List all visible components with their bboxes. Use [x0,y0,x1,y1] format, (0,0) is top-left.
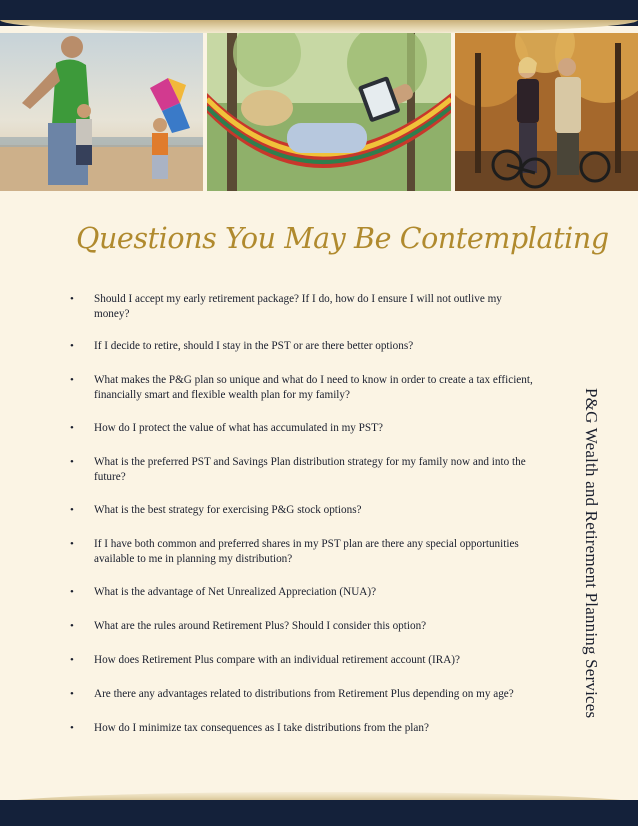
list-item [70,619,570,634]
question-text: What is the best strategy for exercising P&G stock options? [94,504,362,516]
question-text: How does Retirement Plus compare with an individual retirement account (IRA)? [94,654,460,666]
photo-hammock-tablet [207,33,451,191]
bullet: • [70,688,74,700]
photo-beach-family-kite [0,33,203,191]
bullet: • [70,586,74,598]
list-item [70,687,570,702]
bullet: • [70,293,74,305]
bullet: • [70,374,74,386]
bullet: • [70,504,74,516]
bullet: • [70,620,74,632]
list-item [70,373,570,403]
question-text: What is the advantage of Net Unrealized Appreciation (NUA)? [94,586,377,598]
question-text: If I have both common and preferred shares in my PST plan are there any special opportunities available to me in planning my distribution? [94,538,519,565]
list-item [70,292,570,322]
photo-couple-bicycles-autumn [455,33,638,191]
list-item [70,653,570,668]
bullet: • [70,456,74,468]
bullet: • [70,422,74,434]
question-text: If I decide to retire, should I stay in the PST or are there better options? [94,340,414,352]
question-text: What makes the P&G plan so unique and what do I need to know in order to create a tax efficient, financially smart and flexible wealth plan for my family? [94,374,533,401]
list-item [70,503,570,518]
list-item [70,455,570,485]
list-item [70,339,570,354]
list-item [70,537,570,567]
bullet: • [70,722,74,734]
question-text: How do I protect the value of what has accumulated in my PST? [94,422,383,434]
bullet: • [70,538,74,550]
page-heading: Questions You May Be Contemplating [76,222,609,255]
question-text: Should I accept my early retirement package? If I do, how do I ensure I will not outlive my money? [94,293,502,320]
question-text: What are the rules around Retirement Plus? Should I consider this option? [94,620,427,632]
question-text: Are there any advantages related to distributions from Retirement Plus depending on my age? [94,688,514,700]
list-item [70,721,570,736]
question-text: What is the preferred PST and Savings Plan distribution strategy for my family now and into the future? [94,456,526,483]
top-gold-swoosh [0,20,638,34]
bullet: • [70,340,74,352]
list-item [70,421,570,436]
bottom-navy-band [0,800,638,826]
vertical-side-title: P&G Wealth and Retirement Planning Services [582,388,601,719]
question-text: How do I minimize tax consequences as I take distributions from the plan? [94,722,429,734]
list-item [70,585,570,600]
bullet: • [70,654,74,666]
